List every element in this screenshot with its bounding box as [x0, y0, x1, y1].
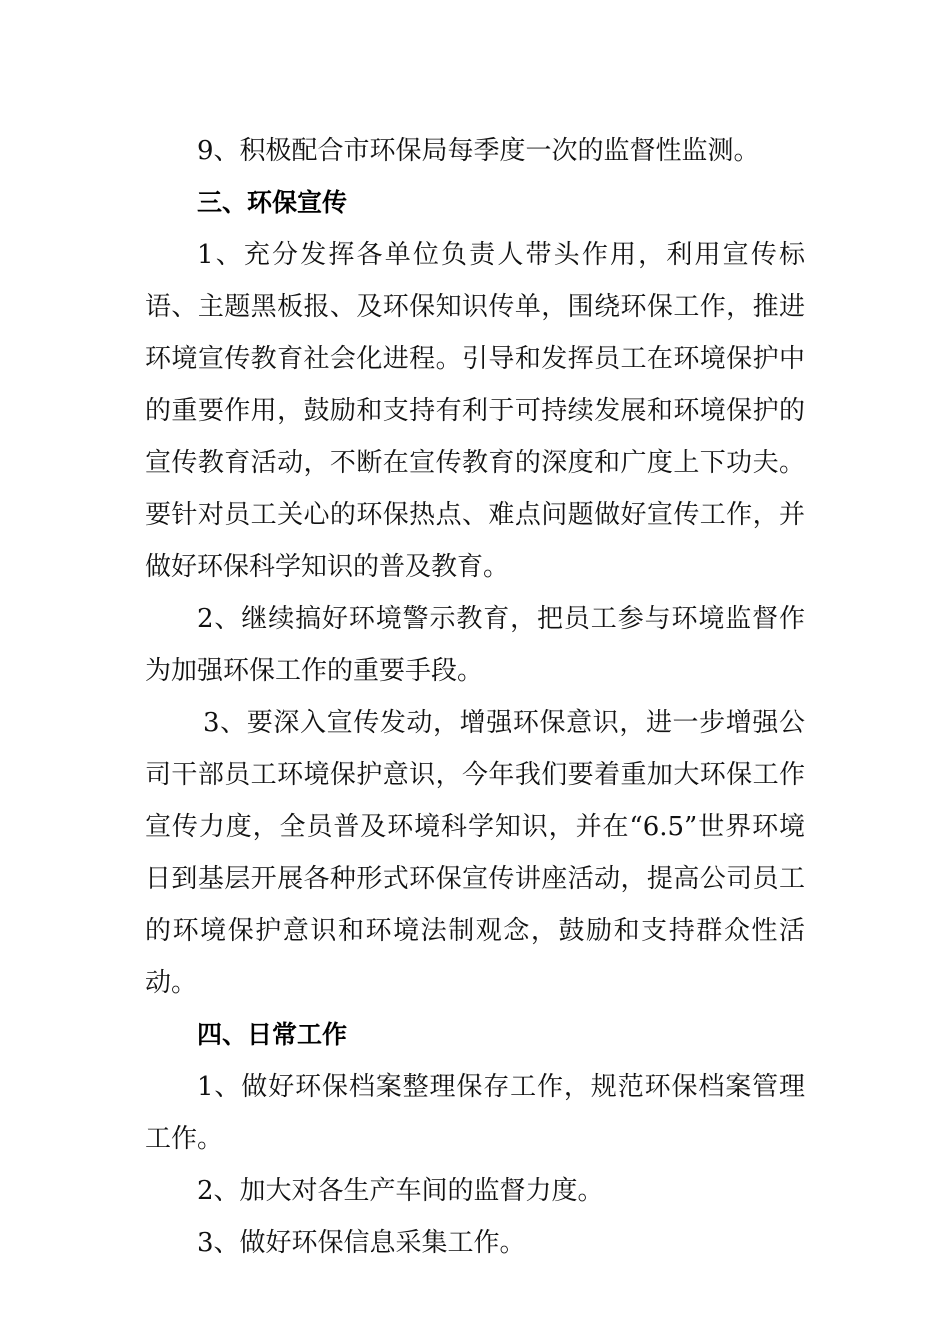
section-heading-publicity: 三、环保宣传 [197, 188, 348, 217]
paragraph-daily-2: 2、加大对各生产车间的监督力度。 [197, 1176, 604, 1206]
paragraph-publicity-3: 3、要深入宣传发动，增强环保意识，进一步增强公司干部员工环境保护意识，今年我们要着重加大环保工作宣传力度，全员普及环境科学知识，并在“6.5”世界环境日到基层开展各种形式环保宣传讲座活动，提高公司员工的环境保护意识和环境法制观念，鼓励和支持群众性活动。 [145, 708, 805, 998]
paragraph-daily-3: 3、做好环保信息采集工作。 [197, 1228, 526, 1258]
document-body [145, 125, 805, 1269]
paragraph-daily-1: 1、做好环保档案整理保存工作，规范环保档案管理工作。 [145, 1072, 805, 1154]
section-heading-daily-work: 四、日常工作 [197, 1020, 348, 1049]
paragraph-publicity-2: 2、继续搞好环境警示教育，把员工参与环境监督作为加强环保工作的重要手段。 [145, 604, 805, 686]
paragraph-publicity-1: 1、充分发挥各单位负责人带头作用，利用宣传标语、主题黑板报、及环保知识传单，围绕环保工作，推进环境宣传教育社会化进程。引导和发挥员工在环境保护中的重要作用，鼓励和支持有利于可持续发展和环境保护的宣传教育活动，不断在宣传教育的深度和广度上下功夫。要针对员工关心的环保热点、难点问题做好宣传工作，并做好环保科学知识的普及教育。 [145, 240, 805, 582]
paragraph-item-9: 9、积极配合市环保局每季度一次的监督性监测。 [197, 136, 760, 166]
